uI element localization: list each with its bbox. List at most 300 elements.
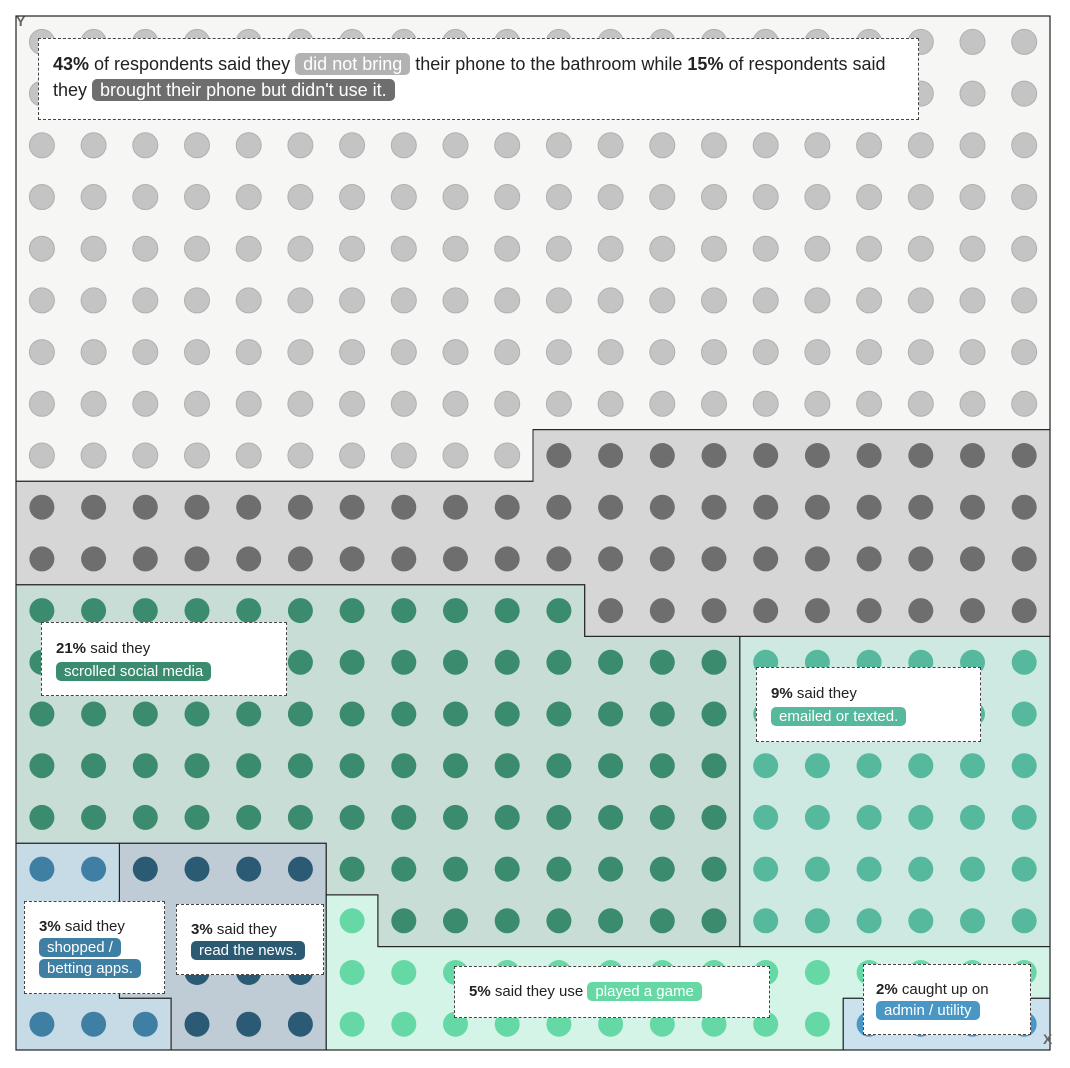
dot-email [857,908,882,933]
dot-shopping [81,857,106,882]
callout-shopping [24,901,165,994]
dot-no-phone [29,236,54,261]
dot-shopping [29,1012,54,1037]
dot-not-used [81,546,106,571]
dot-no-phone [495,185,520,210]
dot-social [495,598,520,623]
dot-social [391,650,416,675]
dot-no-phone [288,443,313,468]
dot-no-phone [650,236,675,261]
dot-no-phone [391,443,416,468]
dot-not-used [908,598,933,623]
dot-social [288,753,313,778]
shopping-percent: 3% [39,918,61,935]
dot-email [1012,702,1037,727]
dot-social [443,598,468,623]
dot-no-phone [805,185,830,210]
dot-social [288,598,313,623]
dot-not-used [908,546,933,571]
dot-no-phone [908,236,933,261]
dot-game [391,960,416,985]
dot-not-used [133,546,158,571]
dot-social [650,650,675,675]
dot-no-phone [340,185,365,210]
dot-no-phone [340,236,365,261]
dot-email [805,857,830,882]
dot-not-used [960,598,985,623]
dot-no-phone [1012,133,1037,158]
callout-text: said they use [490,983,588,1000]
dot-no-phone [288,236,313,261]
dot-no-phone [960,133,985,158]
dot-social [340,650,365,675]
dot-no-phone [598,288,623,313]
dot-not-used [1012,443,1037,468]
callout-text: of respondents said they [53,54,886,100]
dot-no-phone [340,391,365,416]
tag-emailed-or-texted: emailed or texted. [771,707,906,726]
dot-social [29,598,54,623]
dot-no-phone [598,236,623,261]
dot-social [288,805,313,830]
tag-shopped-betting-apps: shopped / betting apps. [39,938,141,978]
dot-no-phone [81,236,106,261]
dot-not-used [753,443,778,468]
dot-no-phone [960,29,985,54]
dot-no-phone [650,133,675,158]
dot-not-used [443,546,468,571]
dot-no-phone [29,185,54,210]
callout-game [454,966,770,1018]
dot-not-used [133,495,158,520]
dot-no-phone [288,288,313,313]
callout-phone-usage-summary [38,38,919,120]
dot-no-phone [185,443,210,468]
dot-social [443,753,468,778]
callout-email-text [756,667,981,742]
dot-not-used [857,495,882,520]
dot-social [236,598,261,623]
dot-social [443,857,468,882]
dot-social [133,598,158,623]
callout-text: caught up on [897,981,989,998]
dot-email [960,753,985,778]
dot-game [391,1012,416,1037]
dot-no-phone [185,236,210,261]
dot-social [650,702,675,727]
dot-no-phone [340,340,365,365]
dot-no-phone [185,288,210,313]
dot-no-phone [1012,391,1037,416]
dot-no-phone [1012,81,1037,106]
dot-social [288,702,313,727]
dot-social [702,857,727,882]
dot-no-phone [908,185,933,210]
dot-social [340,598,365,623]
dot-no-phone [805,236,830,261]
dot-email [805,805,830,830]
dot-no-phone [702,185,727,210]
dot-no-phone [133,443,158,468]
dot-not-used [702,495,727,520]
dot-no-phone [495,340,520,365]
dot-not-used [598,495,623,520]
dot-social [185,598,210,623]
dot-email [1012,650,1037,675]
dot-no-phone [443,236,468,261]
dot-social [443,702,468,727]
dot-no-phone [391,185,416,210]
dot-no-phone [236,185,261,210]
dot-social [391,753,416,778]
dot-not-used [753,495,778,520]
dot-social [81,598,106,623]
dot-not-used [29,546,54,571]
dot-no-phone [960,81,985,106]
dot-no-phone [702,236,727,261]
dot-social [133,702,158,727]
dot-not-used [391,495,416,520]
dot-shopping [29,857,54,882]
dot-not-used [81,495,106,520]
dot-no-phone [236,133,261,158]
dot-no-phone [495,443,520,468]
dot-not-used [1012,546,1037,571]
dot-social [546,857,571,882]
dot-no-phone [29,288,54,313]
dot-no-phone [443,288,468,313]
dot-no-phone [753,133,778,158]
callout-text: said they [60,918,125,935]
tag-admin-utility: admin / utility [876,1001,980,1020]
dot-no-phone [495,236,520,261]
dot-email [805,753,830,778]
dot-news [236,1012,261,1037]
dot-no-phone [546,236,571,261]
dot-no-phone [81,340,106,365]
dot-no-phone [288,185,313,210]
dot-not-used [753,598,778,623]
dot-no-phone [236,236,261,261]
dot-no-phone [495,391,520,416]
dot-not-used [288,546,313,571]
not-used-percent: 15% [687,54,724,74]
dot-no-phone [29,443,54,468]
dot-no-phone [133,340,158,365]
dot-not-used [960,546,985,571]
dot-social [495,753,520,778]
dot-no-phone [1012,340,1037,365]
dot-no-phone [443,185,468,210]
dot-no-phone [29,133,54,158]
dot-no-phone [185,185,210,210]
dot-no-phone [81,391,106,416]
dot-not-used [288,495,313,520]
dot-social [340,857,365,882]
dot-no-phone [857,133,882,158]
dot-email [1012,805,1037,830]
dot-no-phone [133,133,158,158]
dot-no-phone [133,288,158,313]
dot-not-used [702,443,727,468]
dot-no-phone [185,133,210,158]
dot-no-phone [236,443,261,468]
dot-no-phone [598,340,623,365]
y-axis-letter: Y [16,13,26,29]
dot-not-used [908,443,933,468]
dot-no-phone [753,236,778,261]
callout-text: said they [212,921,277,938]
dot-news [133,857,158,882]
dot-email [753,753,778,778]
dot-news [288,1012,313,1037]
dot-no-phone [908,133,933,158]
tag-read-the-news: read the news. [191,941,305,960]
dot-not-used [185,546,210,571]
dot-no-phone [960,185,985,210]
dot-social [185,702,210,727]
dot-social [391,598,416,623]
dot-social [236,753,261,778]
dot-social [29,753,54,778]
dot-social [598,702,623,727]
dot-no-phone [1012,236,1037,261]
dot-shopping [133,1012,158,1037]
dot-not-used [650,598,675,623]
dot-no-phone [702,340,727,365]
dot-no-phone [753,288,778,313]
dot-no-phone [443,391,468,416]
dot-news [288,857,313,882]
dot-news [185,1012,210,1037]
dot-no-phone [185,340,210,365]
dot-no-phone [650,391,675,416]
dot-no-phone [960,391,985,416]
dot-no-phone [702,391,727,416]
dot-no-phone [236,340,261,365]
dot-no-phone [546,340,571,365]
dot-not-used [857,546,882,571]
dot-not-used [546,495,571,520]
x-axis-letter: X [1043,1031,1053,1047]
dot-not-used [960,495,985,520]
dot-social [443,908,468,933]
dot-not-used [857,598,882,623]
dot-no-phone [960,236,985,261]
dot-no-phone [805,391,830,416]
dot-no-phone [29,391,54,416]
dot-no-phone [960,340,985,365]
dot-no-phone [908,340,933,365]
dot-no-phone [495,133,520,158]
callout-text: of respondents said they [89,54,296,74]
dot-news [185,857,210,882]
dot-no-phone [391,133,416,158]
dot-email [753,908,778,933]
dot-no-phone [702,133,727,158]
dot-no-phone [650,185,675,210]
dot-social [133,805,158,830]
dot-no-phone [805,340,830,365]
dot-no-phone [908,288,933,313]
dot-no-phone [908,391,933,416]
callout-text: said they [792,685,857,702]
dot-not-used [546,546,571,571]
dot-not-used [650,443,675,468]
dot-social [598,908,623,933]
dot-social [546,702,571,727]
dot-social [650,805,675,830]
dot-not-used [598,443,623,468]
dot-no-phone [391,340,416,365]
dot-email [908,857,933,882]
dot-social [546,805,571,830]
dot-social [598,857,623,882]
dot-email [908,753,933,778]
dot-social [598,805,623,830]
dot-not-used [1012,598,1037,623]
dot-no-phone [857,340,882,365]
dot-not-used [805,598,830,623]
dot-social [340,805,365,830]
dot-no-phone [1012,288,1037,313]
dot-not-used [598,546,623,571]
dot-no-phone [236,288,261,313]
dot-not-used [650,495,675,520]
dot-no-phone [805,288,830,313]
dot-social [81,753,106,778]
dot-social [29,805,54,830]
dot-not-used [960,443,985,468]
dot-no-phone [546,185,571,210]
tag-scrolled-social-media: scrolled social media [56,662,211,681]
dot-email [908,805,933,830]
dot-no-phone [81,133,106,158]
dot-no-phone [753,391,778,416]
tag-played-a-game: played a game [587,982,701,1001]
dot-email [908,908,933,933]
dot-email [857,805,882,830]
dot-no-phone [81,288,106,313]
dot-no-phone [753,340,778,365]
dot-no-phone [857,185,882,210]
dot-no-phone [81,443,106,468]
dot-social [495,702,520,727]
dot-not-used [443,495,468,520]
dot-no-phone [133,185,158,210]
dot-not-used [805,495,830,520]
dot-social [702,908,727,933]
dot-email [857,753,882,778]
dot-social [495,805,520,830]
dot-social [236,702,261,727]
dot-game [805,960,830,985]
dot-not-used [495,495,520,520]
dot-social [133,753,158,778]
dot-no-phone [133,236,158,261]
dot-no-phone [391,288,416,313]
dot-email [960,908,985,933]
dot-social [495,650,520,675]
dot-social [546,650,571,675]
dot-email [805,908,830,933]
dot-social [391,908,416,933]
dot-no-phone [702,288,727,313]
callout-news [176,904,324,975]
dot-no-phone [236,391,261,416]
dot-no-phone [391,236,416,261]
dot-social [495,908,520,933]
dot-no-phone [1012,185,1037,210]
dot-not-used [391,546,416,571]
dot-no-phone [288,340,313,365]
dot-not-used [340,495,365,520]
dot-not-used [29,495,54,520]
dot-social [81,805,106,830]
dot-social [185,753,210,778]
dot-social [391,702,416,727]
dot-not-used [340,546,365,571]
dot-social [495,857,520,882]
dot-social [598,753,623,778]
dot-social [443,805,468,830]
dot-game [340,1012,365,1037]
dot-no-phone [340,443,365,468]
dot-not-used [702,598,727,623]
callout-text: their phone to the bathroom while [410,54,688,74]
dot-no-phone [185,391,210,416]
dot-social [29,702,54,727]
dot-no-phone [340,133,365,158]
dot-game [805,1012,830,1037]
dot-no-phone [857,236,882,261]
dot-social [185,805,210,830]
dot-not-used [805,443,830,468]
dot-not-used [702,546,727,571]
dot-no-phone [81,185,106,210]
dot-email [857,857,882,882]
dot-social [650,857,675,882]
callout-text: said they [86,640,151,657]
dot-social [391,805,416,830]
dot-social [340,702,365,727]
segment-regions [16,16,1050,1050]
dot-not-used [805,546,830,571]
tag-did-not-bring: did not bring [295,53,410,75]
dot-email [753,805,778,830]
email-percent: 9% [771,685,793,702]
dot-not-used [1012,495,1037,520]
dot-social [702,753,727,778]
dot-email [960,857,985,882]
dot-social [702,805,727,830]
dot-social [546,753,571,778]
dot-no-phone [857,391,882,416]
dot-social [391,857,416,882]
dot-no-phone [1012,29,1037,54]
dot-social [650,908,675,933]
dot-game [340,960,365,985]
dot-email [1012,908,1037,933]
dot-no-phone [495,288,520,313]
dot-no-phone [960,288,985,313]
dot-email [1012,753,1037,778]
dot-not-used [236,546,261,571]
dot-email [960,805,985,830]
dot-social [702,702,727,727]
dot-no-phone [288,391,313,416]
dot-no-phone [805,133,830,158]
